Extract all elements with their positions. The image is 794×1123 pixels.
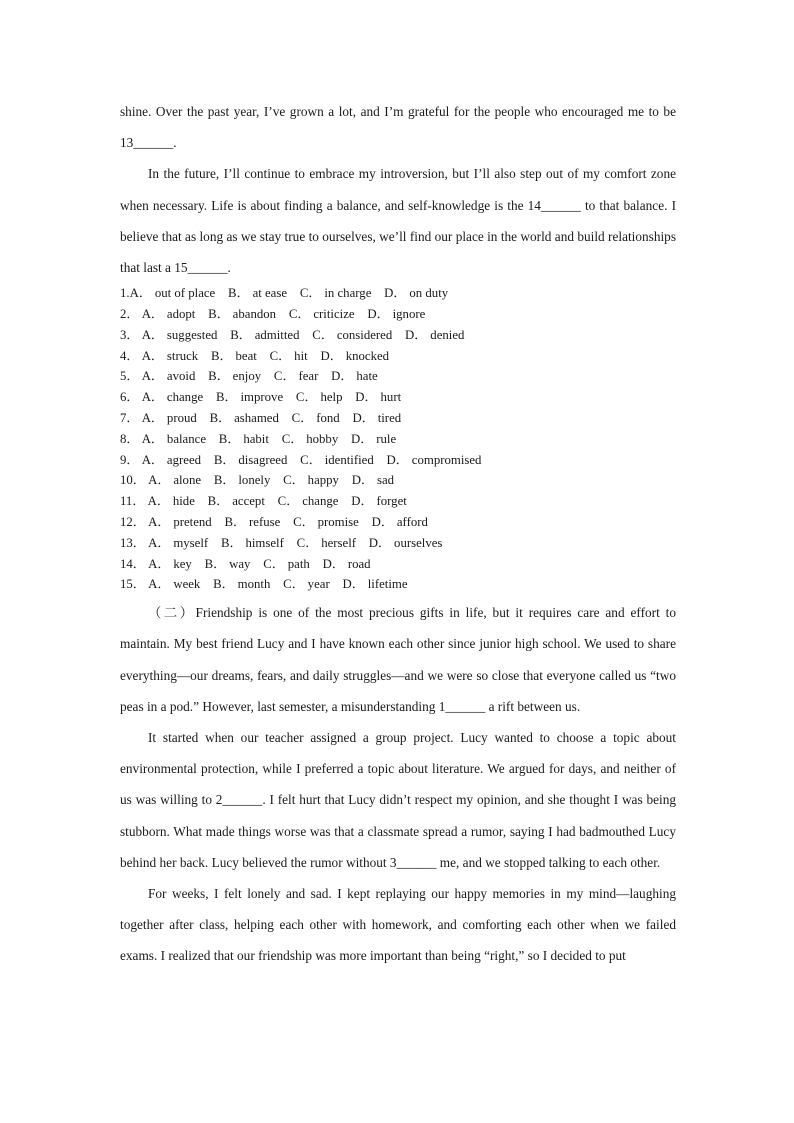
answer-options-list — [120, 283, 676, 595]
option-line: 12． A． pretend B． refuse C． promise D． afford — [120, 514, 428, 529]
passage2-paragraph-1: （二）Friendship is one of the most precious gifts in life, but it requires care and effort to maintain. My best friend Lucy and I have known each other since junior high school. We used to share everything—our dreams, fears, and daily struggles—and we were so close that everyone called us “two peas in a pod.” However, last semester, a misunderstanding 1______ a rift between us. — [120, 605, 676, 714]
passage1-paragraph-2: In the future, I’ll continue to embrace my introversion, but I’ll also step out of my comfort zone when necessary. Life is about finding a balance, and self-knowledge is the 14______ to that balance. I believe that as long as we stay true to ourselves, we’ll find our place in the world and build relationships that last a 15______. — [120, 166, 676, 276]
option-line: 7． A． proud B． ashamed C． fond D． tired — [120, 411, 402, 425]
document-page — [120, 96, 676, 972]
option-line: 8． A． balance B． habit C． hobby D． rule — [120, 431, 397, 446]
passage2-paragraph-2: It started when our teacher assigned a group project. Lucy wanted to choose a topic about environmental protection, while I preferred a topic about literature. We argued for days, and neither of us was willing to 2______. I felt hurt that Lucy didn’t respect my opinion, and she thought I was being stubborn. What made things worse was that a classmate spread a rumor, saying I had badmouthed Lucy behind her back. Lucy believed the rumor without 3______ me, and we stopped talking to each other. — [120, 729, 676, 870]
option-line: 1.A． out of place B． at ease C． in charge D． on duty — [120, 286, 449, 301]
option-line: 6． A． change B． improve C． help D． hurt — [120, 390, 402, 405]
option-line: 9． A． agreed B． disagreed C． identified D． compromised — [120, 452, 482, 467]
option-line: 14． A． key B． way C． path D． road — [120, 556, 371, 571]
option-line: 13． A． myself B． himself C． herself D． ourselves — [120, 535, 443, 550]
passage2-paragraph-3: For weeks, I felt lonely and sad. I kept replaying our happy memories in my mind—laughing together after class, helping each other with homework, and comforting each other when we failed exams. I realized that our friendship was more important than being “right,” so I decided to put — [120, 886, 676, 964]
passage1-paragraph-1: shine. Over the past year, I’ve grown a lot, and I’m grateful for the people who encouraged me to be 13______. — [120, 104, 676, 151]
option-line: 2． A． adopt B． abandon C． criticize D． ignore — [120, 307, 426, 322]
option-line: 11． A． hide B． accept C． change D． forget — [120, 494, 407, 509]
option-line: 15． A． week B． month C． year D． lifetime — [120, 577, 408, 592]
option-line: 4． A． struck B． beat C． hit D． knocked — [120, 348, 390, 363]
option-line: 10． A． alone B． lonely C． happy D． sad — [120, 473, 395, 488]
option-line: 5． A． avoid B． enjoy C． fear D． hate — [120, 369, 378, 384]
option-line: 3． A． suggested B． admitted C． considered D． denied — [120, 327, 465, 342]
